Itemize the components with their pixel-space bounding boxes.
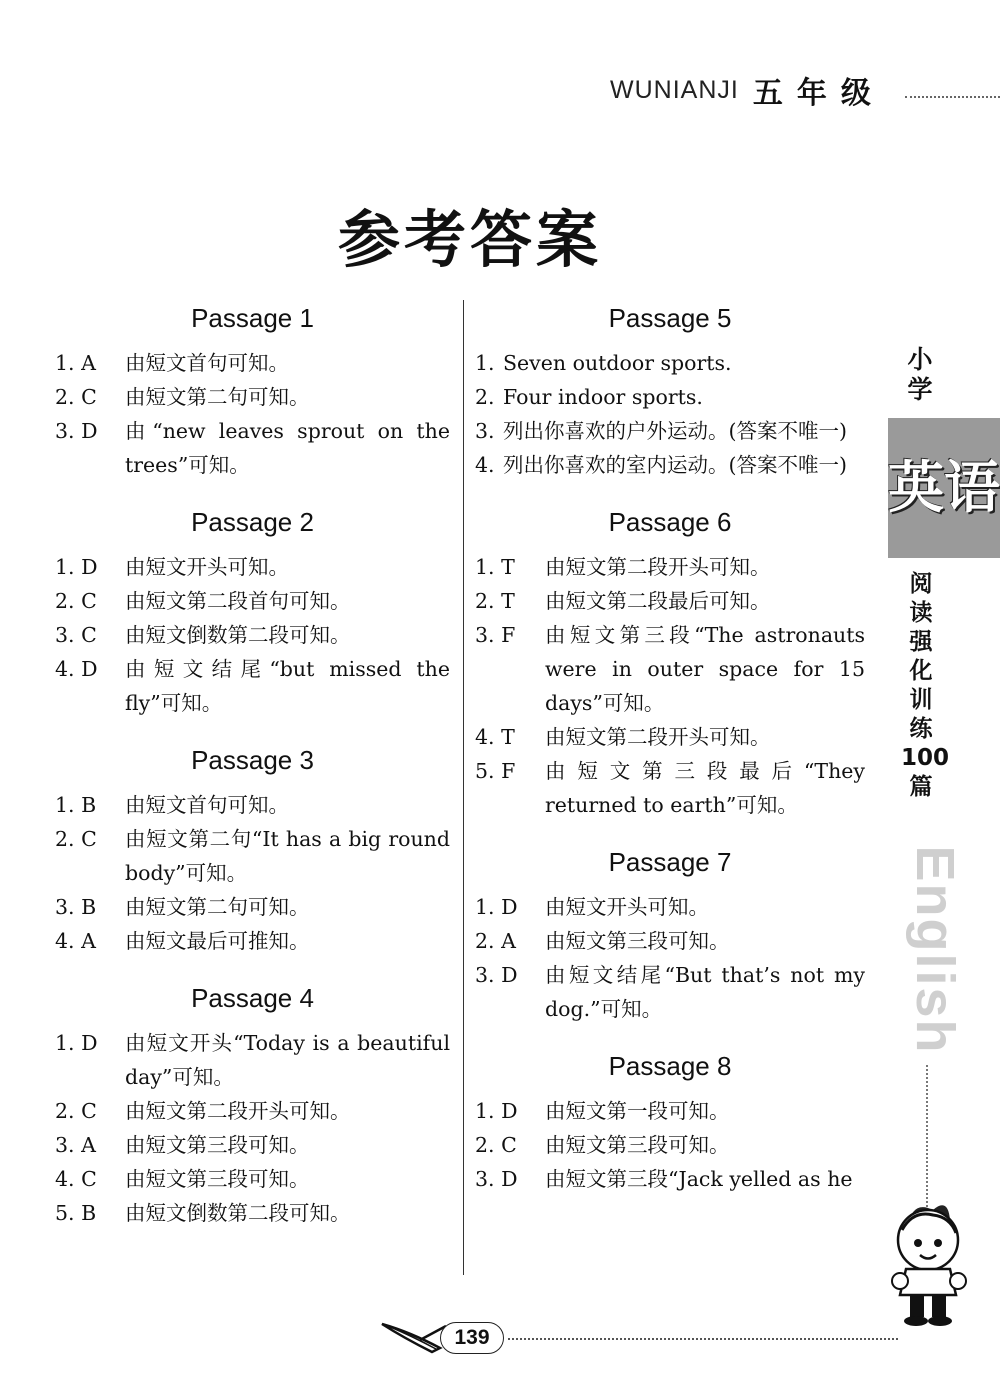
answer-explanation: 由短文第二段开头可知。 (125, 1099, 351, 1123)
answer-number: 2. A (475, 929, 516, 953)
answer-number: 5. F (475, 759, 516, 783)
answer-item (55, 414, 450, 482)
answer-explanation: 由短文第二段最后可知。 (545, 589, 771, 613)
answer-explanation: 由短文最后可推知。 (125, 929, 310, 953)
answer-item (55, 550, 450, 584)
passage-title: Passage 6 (608, 507, 732, 537)
answer-item (55, 1196, 450, 1230)
answer-number: 4. (475, 453, 495, 477)
answer-explanation: 由短文第二句可知。 (125, 385, 310, 409)
answer-explanation: 由短文第三段可知。 (125, 1133, 310, 1157)
passage-title: Passage 3 (191, 745, 314, 775)
answer-explanation: 由短文第三段可知。 (545, 1133, 730, 1157)
answer-number: 3. D (55, 419, 98, 443)
passage-section (55, 978, 450, 1230)
answer-explanation: Seven outdoor sports. (503, 351, 732, 375)
left-answer-column (55, 298, 450, 1250)
passage-section (55, 298, 450, 482)
answer-explanation: 由短文结尾“But that’s not my dog.”可知。 (545, 963, 865, 1021)
answer-explanation: 列出你喜欢的室内运动。(答案不唯一) (503, 453, 847, 477)
answer-item (475, 924, 865, 958)
answer-explanation: 由短文开头可知。 (125, 555, 289, 579)
sidebar-subject-box (888, 418, 1000, 558)
passage-section (55, 502, 450, 720)
passage-section (475, 298, 865, 482)
sidebar-top-text: 小学 (907, 345, 933, 404)
answer-item (475, 584, 865, 618)
page-number: 139 (440, 1322, 504, 1354)
answer-explanation: 由短文第二段开头可知。 (545, 555, 771, 579)
footer-dotted-line (508, 1338, 898, 1340)
answer-item (475, 380, 865, 414)
header-pinyin: WUNIANJI (610, 75, 739, 104)
answer-item (475, 1094, 865, 1128)
answer-explanation: 由短文第一段可知。 (545, 1099, 730, 1123)
header-grade: 五年级 (752, 76, 885, 111)
cartoon-boy-icon (878, 1195, 978, 1330)
answer-item (55, 584, 450, 618)
sidebar-book-title: 阅读强化训练100篇 (901, 571, 950, 800)
page-title: 参考答案 (337, 203, 602, 276)
answer-number: 1. D (55, 555, 98, 579)
answer-explanation: 由短文开头“Today is a beautiful day”可知。 (125, 1031, 450, 1089)
passage-title: Passage 8 (608, 1051, 732, 1081)
answer-number: 3. F (475, 623, 516, 647)
passage-title: Passage 4 (191, 983, 314, 1013)
answer-item (55, 822, 450, 890)
sidebar-dotted-line (926, 1065, 928, 1215)
answer-number: 1. D (55, 1031, 98, 1055)
column-divider (463, 300, 464, 1275)
passage-section (475, 502, 865, 822)
passage-section (475, 842, 865, 1026)
answer-number: 3. B (55, 895, 97, 919)
answer-item (475, 890, 865, 924)
answer-explanation: 由短文第二句“It has a big round body”可知。 (125, 827, 450, 885)
answer-explanation: 由短文开头可知。 (545, 895, 709, 919)
answer-item (475, 754, 865, 822)
answer-item (475, 346, 865, 380)
answer-item (475, 618, 865, 720)
answer-item (475, 1162, 865, 1196)
answer-explanation: 由短文第二句可知。 (125, 895, 310, 919)
answer-item (55, 890, 450, 924)
sidebar-english-text: English (905, 845, 965, 1055)
answer-explanation: 由短文倒数第二段可知。 (125, 623, 351, 647)
answer-item (55, 1026, 450, 1094)
answer-number: 3. C (55, 623, 97, 647)
page-footer (380, 1318, 900, 1358)
answer-item (475, 958, 865, 1026)
answer-explanation: 由短文第二段首句可知。 (125, 589, 351, 613)
answer-number: 2. T (475, 589, 515, 613)
answer-item (55, 346, 450, 380)
answer-item (55, 788, 450, 822)
answer-number: 1. B (55, 793, 97, 817)
answer-explanation: Four indoor sports. (503, 385, 703, 409)
answer-number: 4. T (475, 725, 515, 749)
sidebar-subject-text: 英语 (888, 455, 1000, 521)
answer-item (475, 720, 865, 754)
answer-number: 3. D (475, 963, 518, 987)
right-answer-column (475, 298, 865, 1216)
answer-item (475, 414, 865, 448)
answer-item (475, 448, 865, 482)
answer-explanation: 由短文首句可知。 (125, 793, 289, 817)
answer-item (55, 1162, 450, 1196)
answer-explanation: 由“new leaves sprout on the trees”可知。 (125, 419, 450, 477)
answer-explanation: 由短文第三段可知。 (545, 929, 730, 953)
answer-number: 2. C (55, 827, 97, 851)
answer-item (55, 618, 450, 652)
answer-number: 4. D (55, 657, 98, 681)
answer-number: 1. D (475, 895, 518, 919)
header-dotted-rule (905, 96, 1000, 98)
answer-number: 4. A (55, 929, 96, 953)
answer-number: 2. C (55, 385, 97, 409)
passage-title: Passage 1 (191, 303, 314, 333)
answer-explanation: 由短文首句可知。 (125, 351, 289, 375)
answer-item (475, 1128, 865, 1162)
passage-title: Passage 7 (608, 847, 732, 877)
answer-item (55, 380, 450, 414)
answer-number: 4. C (55, 1167, 97, 1191)
answer-number: 3. (475, 419, 495, 443)
grade-header (610, 70, 885, 110)
answer-number: 3. A (55, 1133, 96, 1157)
answer-explanation: 由短文倒数第二段可知。 (125, 1201, 351, 1225)
answer-item (55, 1094, 450, 1128)
answer-number: 3. D (475, 1167, 518, 1191)
passage-title: Passage 2 (191, 507, 314, 537)
answer-explanation: 列出你喜欢的户外运动。(答案不唯一) (503, 419, 847, 443)
passage-section (55, 740, 450, 958)
passage-title: Passage 5 (608, 303, 732, 333)
answer-explanation: 由短文第二段开头可知。 (545, 725, 771, 749)
answer-number: 2. C (55, 589, 97, 613)
answer-number: 2. (475, 385, 495, 409)
answer-explanation: 由短文第三段“Jack yelled as he (545, 1167, 853, 1191)
answer-number: 1. T (475, 555, 515, 579)
answer-explanation: 由短文结尾“but missed the fly”可知。 (125, 657, 450, 715)
answer-number: 1. (475, 351, 495, 375)
answer-number: 1. D (475, 1099, 518, 1123)
answer-number: 5. B (55, 1201, 97, 1225)
answer-number: 1. A (55, 351, 96, 375)
answer-explanation: 由短文第三段“The astronauts were in outer space for 15 days”可知。 (545, 623, 865, 715)
answer-explanation: 由短文第三段最后“They returned to earth”可知。 (545, 759, 865, 817)
answer-item (55, 924, 450, 958)
answer-explanation: 由短文第三段可知。 (125, 1167, 310, 1191)
answer-item (475, 550, 865, 584)
answer-item (55, 1128, 450, 1162)
answer-number: 2. C (475, 1133, 517, 1157)
answer-item (55, 652, 450, 720)
answer-number: 2. C (55, 1099, 97, 1123)
passage-section (475, 1046, 865, 1196)
